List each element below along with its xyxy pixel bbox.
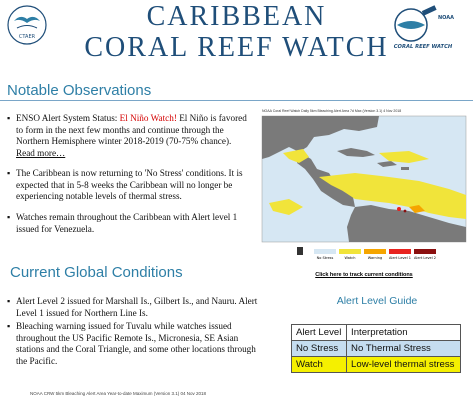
bullet-watches <box>7 212 252 235</box>
table-header-cell: Interpretation <box>347 325 461 341</box>
noaa-crw-logo <box>392 3 454 55</box>
alert-level-cell: No Stress <box>292 341 347 357</box>
svg-text:NOAA: NOAA <box>438 15 454 21</box>
bullet-icon: ▪ <box>7 296 11 306</box>
legend-alert1-swatch <box>389 249 411 254</box>
bullet-icon: ▪ <box>7 321 11 331</box>
map-caption: NOAA Coral Reef Watch Daily 5km Bleaching Alert Area 7d Max (Version 3.1) 4 Nov 2018 <box>262 109 402 113</box>
track-conditions-link[interactable]: Click here to track current conditions <box>315 272 413 278</box>
bullet-text: Watches remain throughout the Caribbean with Alert level 1 issued for Venezuela. <box>16 212 238 234</box>
alert-level1-venezuela <box>397 207 401 211</box>
interpretation-cell: Low-level thermal stress <box>347 357 461 373</box>
ctaer-logo-text: CTAER <box>18 34 36 40</box>
legend-no-stress-swatch <box>314 249 336 254</box>
bullet-text: The Caribbean is now returning to 'No Stress' conditions. It is expected that in 5-8 weeks the Caribbean will no longer be experiencing notable levels of thermal stress. <box>16 168 243 202</box>
alert-level-cell: Watch <box>292 357 347 373</box>
svg-text:CORAL REEF WATCH: CORAL REEF WATCH <box>393 44 453 50</box>
bullet-alert-level2 <box>7 296 261 319</box>
legend-warning-swatch <box>364 249 386 254</box>
noaa-small-logo <box>297 247 303 255</box>
alert-level-guide-heading: Alert Level Guide <box>336 295 418 307</box>
table-header-cell: Alert Level <box>292 325 347 341</box>
section-divider <box>0 100 473 101</box>
interpretation-cell: No Thermal Stress <box>347 341 461 357</box>
bullet-enso <box>7 113 252 159</box>
bleaching-alert-map[interactable] <box>259 107 469 282</box>
legend-label: No Stress <box>316 256 334 260</box>
bullet-icon: ▪ <box>7 168 11 178</box>
alert-level2-spot <box>404 210 407 213</box>
notable-observations-heading: Notable Observations <box>7 82 152 99</box>
el-nino-watch-text: El Niño Watch! <box>119 113 177 123</box>
legend-alert2-swatch <box>414 249 436 254</box>
table-header-row <box>292 325 461 341</box>
map-land-puerto-rico <box>401 167 409 170</box>
footer-caption: NOAA CRW 5km Bleaching Alert Area Year-to-date Maximum (Version 3.1) 04 Nov 2018 <box>30 391 207 396</box>
read-more-link[interactable]: Read more… <box>16 147 66 158</box>
bullet-text: Bleaching warning issued for Tuvalu while watches issued throughout the US Pacific Remote Is., Micronesia, SE Asian stations and the Coral Triangle, and some other locations through the Pacific. <box>16 321 256 366</box>
bullet-text: Alert Level 2 issued for Marshall Is., Gilbert Is., and Nauru. Alert Level 1 issued for Northern Line Is. <box>16 296 258 318</box>
bullet-icon: ▪ <box>7 212 11 222</box>
bullet-bleaching-warning <box>7 321 261 367</box>
bullet-caribbean-status <box>7 168 252 203</box>
bullet-text: El Niño is favored to form in the next few months and continue through the Northern Hemisphere winter 2018-2019 (70-75% chance). <box>16 113 247 147</box>
legend-label: Alert Level 1 <box>388 256 412 260</box>
alert-level-guide-table <box>291 324 461 373</box>
legend-label: Alert Level 2 <box>413 256 437 260</box>
table-row <box>292 357 461 373</box>
bullet-icon: ▪ <box>7 113 11 123</box>
current-global-conditions-heading: Current Global Conditions <box>10 264 183 281</box>
legend-label: Warning <box>367 256 383 260</box>
legend-label: Watch <box>344 256 356 260</box>
bullet-text: ENSO Alert System Status: <box>16 113 120 123</box>
page-title-line1: CARIBBEAN <box>146 1 327 32</box>
legend-watch-swatch <box>339 249 361 254</box>
page-title-line2: CORAL REEF WATCH <box>84 32 389 63</box>
table-row <box>292 341 461 357</box>
